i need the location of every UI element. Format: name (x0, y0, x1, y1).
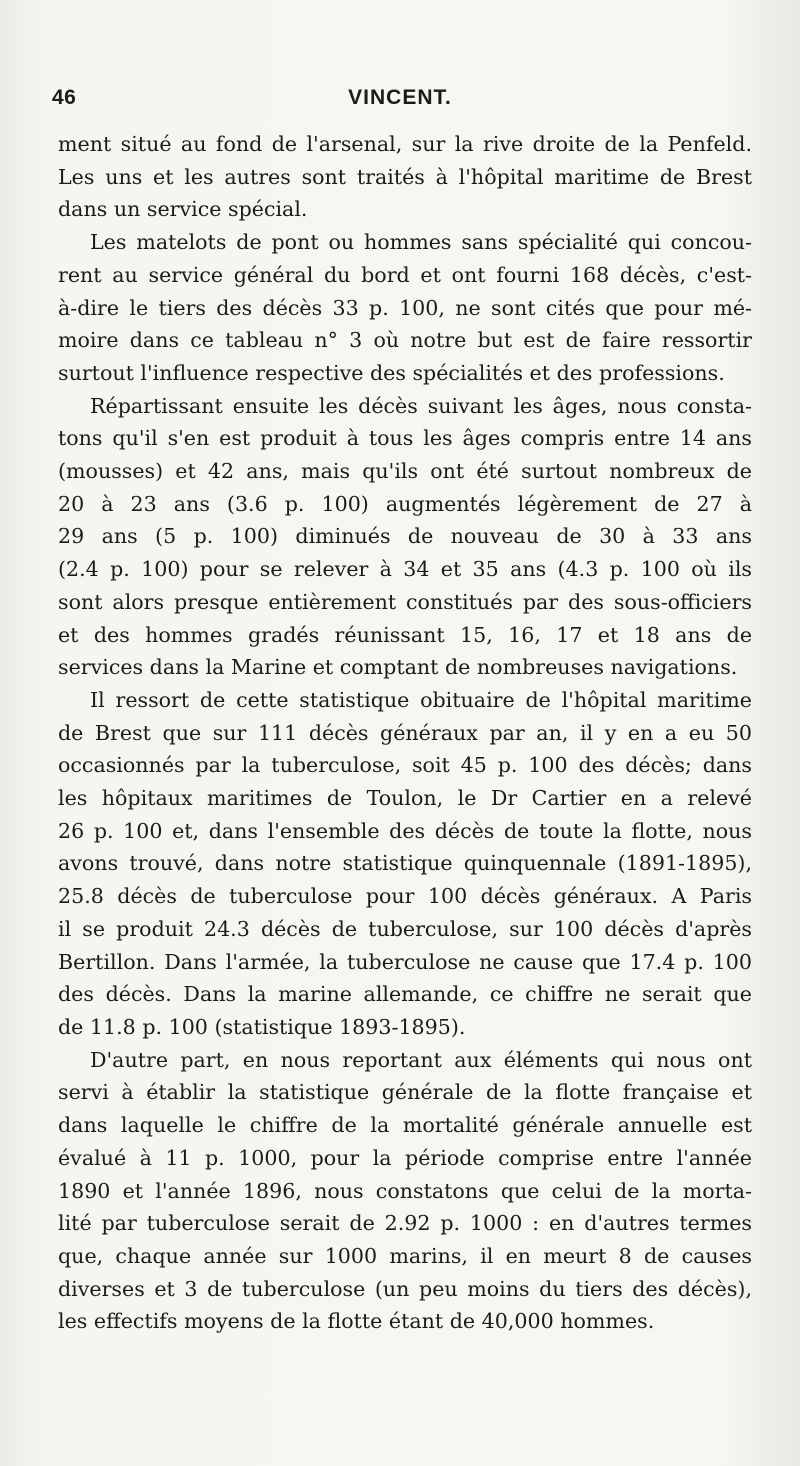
text-line: que, chaque année sur 1000 marins, il en meurt 8 de causes (58, 1243, 752, 1268)
text-line: et des hommes gradés réunissant 15, 16, 17 et 18 ans de (58, 622, 752, 647)
text-line: dans laquelle le chiffre de la mortalité générale annuelle est (58, 1113, 752, 1138)
text-line: Répartissant ensuite les décès suivant les âges, nous consta- (90, 393, 752, 418)
paragraph (58, 390, 752, 684)
page-number: 46 (52, 86, 77, 109)
text-line: avons trouvé, dans notre statistique quinquennale (1891-1895), (58, 851, 752, 876)
page-header (52, 86, 748, 116)
text-line: 25.8 décès de tuberculose pour 100 décès généraux. A Paris (58, 884, 752, 909)
text-line: les effectifs moyens de la flotte étant de 40,000 hommes. (58, 1309, 655, 1334)
text-line: à-dire le tiers des décès 33 p. 100, ne sont cités que pour mé- (58, 295, 752, 320)
text-line: services dans la Marine et comptant de nombreuses navigations. (58, 655, 738, 680)
text-line: rent au service général du bord et ont fourni 168 décès, c'est- (58, 262, 752, 287)
text-line: les hôpitaux maritimes de Toulon, le Dr Cartier en a relevé (58, 786, 752, 811)
text-line: tons qu'il s'en est produit à tous les âges compris entre 14 ans (58, 426, 752, 451)
text-line: Il ressort de cette statistique obituaire de l'hôpital maritime (90, 687, 752, 712)
text-line: 1890 et l'année 1896, nous constatons que celui de la morta- (58, 1178, 752, 1203)
body-text (58, 128, 752, 1338)
paragraph (58, 1044, 752, 1338)
text-line: Les uns et les autres sont traités à l'hôpital maritime de Brest (58, 164, 752, 189)
text-line: il se produit 24.3 décès de tuberculose, sur 100 décès d'après (58, 916, 752, 941)
paragraph (58, 226, 752, 390)
paragraph (58, 128, 752, 226)
text-line: moire dans ce tableau n° 3 où notre but est de faire ressortir (58, 328, 752, 353)
paragraph (58, 684, 752, 1044)
text-line: 20 à 23 ans (3.6 p. 100) augmentés légèrement de 27 à (58, 491, 752, 516)
text-line: Les matelots de pont ou hommes sans spécialité qui concou- (90, 230, 752, 255)
text-line: lité par tuberculose serait de 2.92 p. 1000 : en d'autres termes (58, 1211, 752, 1236)
text-line: 26 p. 100 et, dans l'ensemble des décès de toute la flotte, nous (58, 818, 752, 843)
text-line: diverses et 3 de tuberculose (un peu moins du tiers des décès), (58, 1276, 752, 1301)
text-line: D'autre part, en nous reportant aux éléments qui nous ont (90, 1047, 752, 1072)
text-line: ment situé au fond de l'arsenal, sur la rive droite de la Penfeld. (58, 132, 752, 156)
text-line: surtout l'influence respective des spécialités et des professions. (58, 360, 725, 385)
text-line: occasionnés par la tuberculose, soit 45 p. 100 des décès; dans (58, 753, 752, 778)
text-line: sont alors presque entièrement constitués par des sous-officiers (58, 589, 752, 614)
text-line: servi à établir la statistique générale de la flotte française et (58, 1080, 752, 1105)
text-line: évalué à 11 p. 1000, pour la période comprise entre l'année (58, 1145, 752, 1170)
text-line: dans un service spécial. (58, 197, 308, 222)
text-line: de Brest que sur 111 décès généraux par an, il y en a eu 50 (58, 720, 752, 745)
text-line: 29 ans (5 p. 100) diminués de nouveau de 30 à 33 ans (58, 524, 752, 549)
text-line: (mousses) et 42 ans, mais qu'ils ont été surtout nombreux de (58, 459, 752, 484)
text-line: Bertillon. Dans l'armée, la tuberculose ne cause que 17.4 p. 100 (58, 949, 752, 974)
text-line: de 11.8 p. 100 (statistique 1893-1895). (58, 1014, 466, 1039)
text-line: (2.4 p. 100) pour se relever à 34 et 35 ans (4.3 p. 100 où ils (58, 557, 752, 582)
running-title: VINCENT. (348, 86, 452, 109)
text-line: des décès. Dans la marine allemande, ce chiffre ne serait que (58, 982, 752, 1007)
